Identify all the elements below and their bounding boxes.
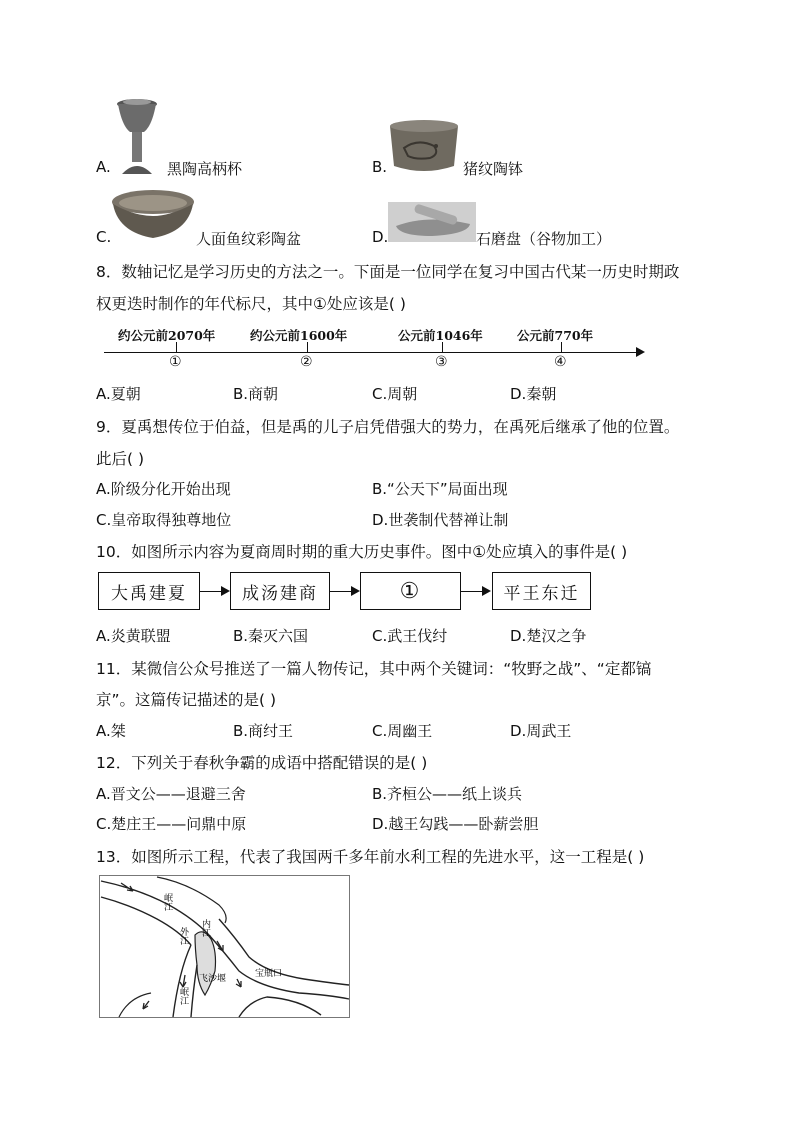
option-text: 人面鱼纹彩陶盆 xyxy=(196,230,302,248)
map-label: 岷江 xyxy=(162,893,172,911)
timeline-label: 约公元前1600年 xyxy=(250,328,348,343)
flow-arrow xyxy=(461,591,483,592)
question-stem: 9．夏禹想传位于伯益，但是禹的儿子启凭借强大的势力，在禹死后继承了他的位置。 xyxy=(96,418,680,436)
question-stem: 此后( ) xyxy=(96,450,145,468)
stone-quern-image xyxy=(388,202,476,242)
option-b[interactable]: B.“公天下”局面出现 xyxy=(372,480,508,498)
question-stem: 12．下列关于春秋争霸的成语中搭配错误的是( ) xyxy=(96,754,428,772)
question-stem: 11．某微信公众号推送了一篇人物传记，其中两个关键词：“牧野之战”、“定都镐 xyxy=(96,660,652,678)
option-text: 黑陶高柄杯 xyxy=(167,160,243,178)
option-c[interactable]: C.武王伐纣 xyxy=(372,627,448,645)
option-c[interactable]: C.皇帝取得独尊地位 xyxy=(96,511,232,529)
option-a[interactable]: A.晋文公——退避三舍 xyxy=(96,785,246,803)
flow-box-1: 大禹建夏 xyxy=(98,572,200,610)
flow-arrow xyxy=(330,591,352,592)
timeline-number: ④ xyxy=(554,354,567,370)
map-label: 飞沙堰 xyxy=(199,974,227,984)
option-d[interactable]: D.秦朝 xyxy=(510,385,557,403)
option-d[interactable]: D.楚汉之争 xyxy=(510,627,587,645)
option-text: 猪纹陶钵 xyxy=(463,160,524,178)
option-d[interactable]: D.越王勾践——卧薪尝胆 xyxy=(372,815,539,833)
timeline-axis xyxy=(104,352,636,353)
flow-box-4: 平王东迁 xyxy=(492,572,591,610)
timeline-number: ① xyxy=(169,354,182,370)
timeline-number: ③ xyxy=(435,354,448,370)
question-stem: 13．如图所示工程，代表了我国两千多年前水利工程的先进水平，这一工程是( ) xyxy=(96,848,645,866)
option-letter: C. xyxy=(96,228,112,246)
option-a[interactable]: A.桀 xyxy=(96,722,126,740)
option-c[interactable]: C.周朝 xyxy=(372,385,418,403)
option-a[interactable]: A.炎黄联盟 xyxy=(96,627,171,645)
flow-arrow xyxy=(200,591,222,592)
option-b[interactable]: B.秦灭六国 xyxy=(233,627,309,645)
timeline-label: 公元前770年 xyxy=(517,328,594,343)
option-a[interactable]: A.阶级分化开始出现 xyxy=(96,480,231,498)
flow-box-3: ① xyxy=(360,572,461,610)
timeline-tick xyxy=(442,342,443,352)
option-b[interactable]: B.齐桓公——纸上谈兵 xyxy=(372,785,523,803)
dujiangyan-map xyxy=(99,875,350,1018)
timeline-label: 约公元前2070年 xyxy=(118,328,216,343)
option-letter: A. xyxy=(96,158,111,176)
black-pottery-cup-image xyxy=(112,96,162,178)
option-letter: B. xyxy=(372,158,388,176)
option-d[interactable]: D.世袭制代替禅让制 xyxy=(372,511,509,529)
flow-box-2: 成汤建商 xyxy=(230,572,330,610)
timeline-tick xyxy=(561,342,562,352)
arrow-right-icon xyxy=(221,586,230,596)
option-c[interactable]: C.周幽王 xyxy=(372,722,433,740)
question-stem: 权更迭时制作的年代标尺，其中①处应该是( ) xyxy=(96,295,406,313)
timeline-number: ② xyxy=(300,354,313,370)
timeline-arrow-icon xyxy=(636,347,645,357)
question-stem: 8．数轴记忆是学习历史的方法之一。下面是一位同学在复习中国古代某一历史时期政 xyxy=(96,263,680,281)
timeline-tick xyxy=(307,342,308,352)
option-letter: D. xyxy=(372,228,389,246)
option-c[interactable]: C.楚庄王——问鼎中原 xyxy=(96,815,247,833)
option-text: 石磨盘（谷物加工） xyxy=(476,230,612,248)
question-stem: 10．如图所示内容为夏商周时期的重大历史事件。图中①处应填入的事件是( ) xyxy=(96,543,628,561)
timeline-tick xyxy=(176,342,177,352)
option-b[interactable]: B.商朝 xyxy=(233,385,279,403)
fish-pattern-basin-image xyxy=(110,188,196,244)
map-label: 岷江 xyxy=(178,987,188,1005)
question-stem: 京”。这篇传记描述的是( ) xyxy=(96,691,277,709)
arrow-right-icon xyxy=(482,586,491,596)
map-label: 宝瓶口 xyxy=(255,969,283,979)
option-a[interactable]: A.夏朝 xyxy=(96,385,141,403)
map-label: 外江 xyxy=(178,927,188,945)
arrow-right-icon xyxy=(351,586,360,596)
map-label: 内江 xyxy=(200,919,210,937)
option-d[interactable]: D.周武王 xyxy=(510,722,572,740)
option-b[interactable]: B.商纣王 xyxy=(233,722,294,740)
pig-pattern-bowl-image xyxy=(388,118,460,176)
timeline-label: 公元前1046年 xyxy=(398,328,483,343)
